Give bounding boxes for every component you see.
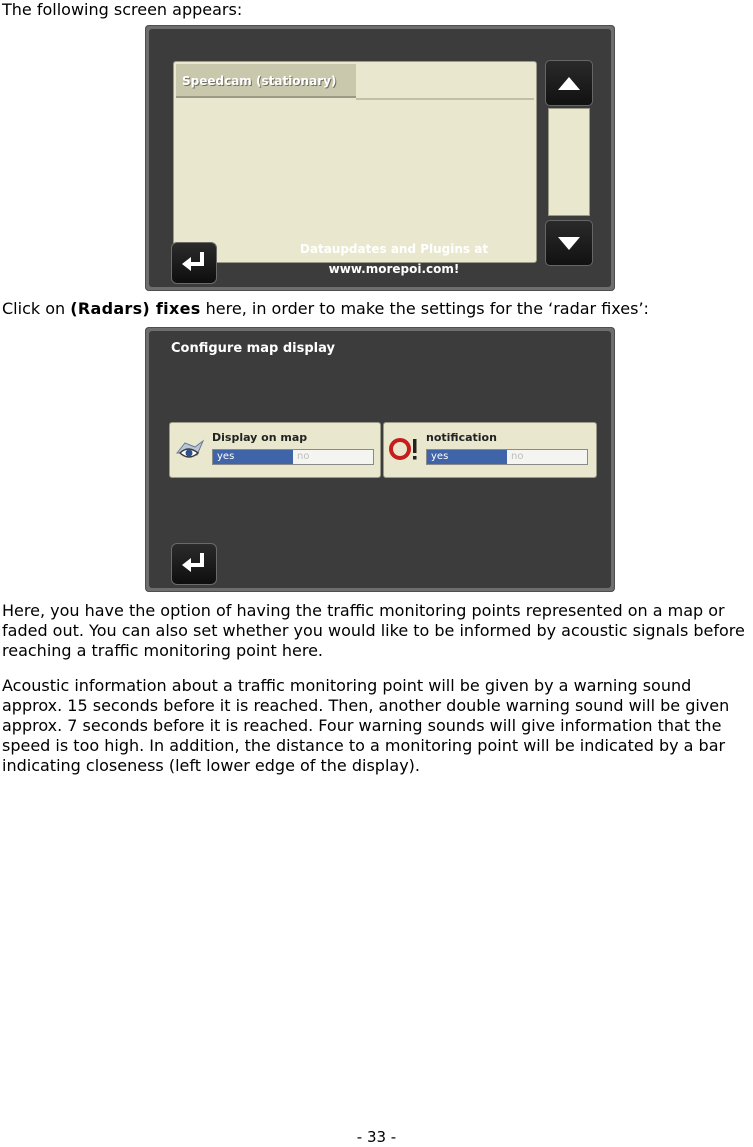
options-paragraph: Here, you have the option of having the traffic monitoring points represented on a map or faded out. You can also set whether you would like to be informed by acoustic signals before reaching a traffic monitoring point here. — [2, 601, 745, 660]
configure-map-display-screen — [145, 327, 615, 592]
alert-icon — [388, 433, 420, 465]
poi-list — [173, 61, 537, 263]
list-row-divider — [356, 64, 534, 100]
return-arrow-icon — [180, 551, 208, 577]
scrollbar[interactable] — [545, 60, 593, 266]
return-arrow-icon — [180, 250, 208, 276]
screen-frame — [149, 29, 611, 287]
scroll-up-button[interactable] — [545, 60, 593, 106]
click-text-after: here, in order to make the settings for the ‘radar fixes’: — [200, 299, 649, 318]
radars-fixes-term: (Radars) fixes — [70, 299, 201, 318]
notification-label: notification — [426, 431, 497, 444]
click-text-before: Click on — [2, 299, 71, 318]
eye-map-icon — [174, 433, 206, 465]
display-yes-option[interactable]: yes — [213, 450, 293, 464]
promo-line-1: Dataupdates and Plugins at — [299, 242, 489, 256]
poi-list-screen — [145, 25, 615, 291]
intro-text: The following screen appears: — [2, 0, 243, 19]
back-button[interactable] — [171, 543, 217, 585]
list-item-speedcam[interactable]: Speedcam (stationary) — [176, 64, 356, 98]
acoustic-paragraph: Acoustic information about a traffic monitoring point will be given by a warning sound approx. 15 seconds before it is reached. Then, another double warning sound will be given approx. 7 seconds before it is reached. Four warning sounds will give information that the speed is too high. In addition, the distance to a monitoring point will be indicated by a bar indicating closeness (left lower edge of the display). — [2, 676, 730, 775]
notification-panel — [383, 422, 597, 478]
notification-toggle[interactable] — [426, 449, 588, 465]
scroll-track[interactable] — [548, 108, 590, 216]
display-on-map-panel — [169, 422, 381, 478]
display-on-map-label: Display on map — [212, 431, 308, 444]
notification-yes-option[interactable]: yes — [427, 450, 507, 464]
display-no-option[interactable]: no — [297, 451, 310, 462]
arrow-up-icon — [558, 77, 580, 90]
promo-text — [279, 239, 509, 279]
scroll-down-button[interactable] — [545, 220, 593, 266]
click-instruction — [2, 299, 752, 319]
promo-line-2: www.morepoi.com! — [328, 262, 460, 276]
notification-no-option[interactable]: no — [511, 451, 524, 462]
arrow-down-icon — [558, 237, 580, 250]
screen-frame — [149, 331, 611, 588]
screen-title: Configure map display — [171, 341, 335, 356]
display-on-map-toggle[interactable] — [212, 449, 374, 465]
back-button[interactable] — [171, 242, 217, 284]
page-number: - 33 - — [356, 1128, 397, 1146]
